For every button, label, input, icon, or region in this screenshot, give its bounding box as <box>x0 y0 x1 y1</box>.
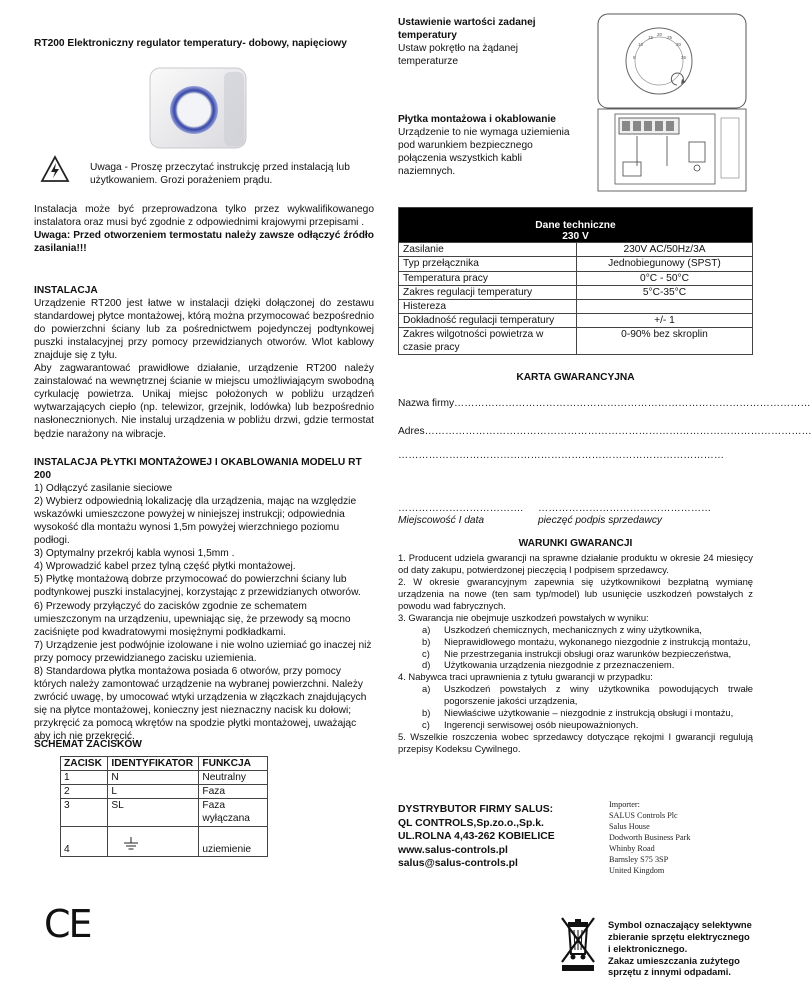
dial-label: 35 <box>681 55 687 60</box>
address-field-2: …………………………………………………………………………………… <box>398 450 724 461</box>
condition-subitem: Uszkodzeń chemicznych, mechanicznych z winy użytkownika, <box>444 623 702 635</box>
table-header: FUNKCJA <box>199 757 268 771</box>
table-cell: 3 <box>61 799 108 827</box>
place-date-label: Miejscowość I data <box>398 515 485 526</box>
table-cell: SL <box>108 799 199 827</box>
schemat-title: SCHEMAT ZACISKÓW <box>34 739 142 750</box>
table-cell: Neutralny <box>199 771 268 785</box>
table-cell: Faza <box>199 785 268 799</box>
dial-label: 10 <box>638 42 644 47</box>
condition-letter: d) <box>422 659 431 671</box>
table-row <box>399 313 753 327</box>
importer-line: Salus House <box>609 822 650 832</box>
mount-step: 1) Odłączyć zasilanie sieciowe <box>34 483 173 495</box>
weee-line: sprzętu z innymi odpadami. <box>608 966 731 978</box>
table-cell: Dokładność regulacji temperatury <box>399 313 577 327</box>
table-cell: uziemienie <box>199 827 268 857</box>
table-cell <box>108 827 199 857</box>
condition-item: 2. W okresie gwarancyjnym zapewnia się użytkownikowi bezpłatną wymianę urządzenia na nowe (ten sam typ/model) lub usunięcie uszkodzeń powstałych z powodu wad fabrycznych. <box>398 575 753 611</box>
dial-label: 20 <box>657 32 663 37</box>
importer-line: Dodworth Business Park <box>609 833 691 843</box>
table-cell: N <box>108 771 199 785</box>
dial-label: 5 <box>633 55 636 60</box>
install-text: Urządzenie RT200 jest łatwe w instalacji dzięki dołączonej do zestawu standardowej płytce montażowej, którą można przymocować bezpośrednio do powierzchni ściany lub za pośrednictwem pojedynczej podtynkowej puszki instalacyjnej przy pomocy przewidzianych otworów. Wlot kablowy znajduje się z tyłu. <box>34 298 374 362</box>
table-cell: 1 <box>61 771 108 785</box>
condition-subitem: Uszkodzeń powstałych z winy użytkownika powodujących trwałe pogorszenie jakości urządzenia, <box>444 683 753 707</box>
table-row <box>399 257 753 271</box>
weee-line: zbieranie sprzętu elektrycznego <box>608 930 750 942</box>
table-row <box>61 785 268 799</box>
address-field: Adres…………………………………………………………………………………………………… <box>398 426 812 437</box>
table-cell: L <box>108 785 199 799</box>
table-row <box>61 771 268 785</box>
importer-line: Whinby Road <box>609 844 655 854</box>
distributor-website-link[interactable]: www.salus-controls.pl <box>398 844 508 856</box>
ground-icon <box>111 836 195 852</box>
table-cell: 230V AC/50Hz/3A <box>577 243 753 257</box>
company-name-field: Nazwa firmy…………………………………………………………………………………………… <box>398 398 811 409</box>
warranty-title: KARTA GWARANCYJNA <box>516 372 635 383</box>
setting-title: Ustawienie wartości zadanej temperatury <box>398 17 536 42</box>
table-cell <box>577 299 753 313</box>
tech-subtitle: 230 V <box>562 231 589 243</box>
mount-title: INSTALACJA PŁYTKI MONTAŻOWEJ I OKABLOWANIA MODELU RT 200 <box>34 457 362 482</box>
table-row <box>399 243 753 257</box>
mount-step: 5) Płytkę montażową dobrze przymocować do powierzchni ściany lub podtynkowej puszki instalacyjnej, korzystając z przewidzianych otworów. <box>34 574 361 599</box>
dial-label: 25 <box>667 35 673 40</box>
install-text-2: Aby zagwarantować prawidłowe działanie, urządzenie RT200 należy zainstalować na wewnętrznej ścianie w miejscu umożliwiającym swobodną cyrkulację powietrza. Unikaj miejsc położonych w pobliżu urządzeń wytwarzających ciepło (np. telewizor, grzejnik, lodówka) lub bezpośrednio nasłonecznionych. Nie instaluj urządzenia w pobliżu drzwi, gdzie termostat będzie narażony na wibracje. <box>34 363 374 440</box>
table-cell: 4 <box>61 827 108 857</box>
importer-line: Importer: <box>609 800 640 809</box>
condition-subitem: Niewłaściwe użytkowanie – niezgodnie z instrukcją obsługi i montażu, <box>444 707 734 719</box>
table-cell: 0°C - 50°C <box>577 271 753 285</box>
condition-subitem: Nie przestrzegania instrukcji obsługi oraz warunków bezpieczeństwa, <box>444 647 732 659</box>
warning-text: Uwaga - Proszę przeczytać instrukcję przed instalacją lub użytkowaniem. Grozi porażeniem prądu. <box>90 162 350 187</box>
weee-line: i elektronicznego. <box>608 942 688 954</box>
mount-step: 3) Optymalny przekrój kabla wynosi 1,5mm . <box>34 548 235 560</box>
mount-step: 8) Standardowa płytka montażowa posiada 6 otworów, przy pomocy których należy zamontować urządzenie na wybranej powierzchni. Należy zwrócić uwagę, by umocować wtyki urządzenia w złączkach znajdujących się na płytce montażowej, konieczny jest nieznaczny nacisk ku dołowi; przykręcić za pomocą wkrętów na spodzie płytki montażowej, uważając aby ich nie przekręcić. <box>34 665 367 742</box>
stamp-label: pieczęć podpis sprzedawcy <box>538 515 663 526</box>
intro-text: Instalacja może być przeprowadzona tylko przez wykwalifikowanego instalatora oraz musi być zgodnie z odpowiednimi krajowymi przepisami . <box>34 204 374 229</box>
mount-step: 4) Wprowadzić kabel przez tylną część płytki montażowej. <box>34 561 296 573</box>
condition-item: 5. Wszelkie roszczenia wobec sprzedawcy dotyczące rękojmi I gwarancji regulują przepisy Kodeksu Cywilnego. <box>398 731 753 754</box>
table-cell: Zakres wilgotności powietrza w czasie pracy <box>399 327 577 354</box>
terminal-table <box>60 756 268 857</box>
table-cell: 0-90% bez skroplin <box>577 327 753 354</box>
table-row <box>61 799 268 827</box>
table-cell: Zakres regulacji temperatury <box>399 285 577 299</box>
electric-warning-icon <box>40 155 70 183</box>
condition-item: 1. Producent udziela gwarancji na sprawne działanie produktu w okresie 24 miesięcy od daty zakupu, potwierdzonej pieczęcią I podpisem sprzedawcy. <box>398 552 753 575</box>
table-row <box>399 285 753 299</box>
table-row <box>399 271 753 285</box>
table-row <box>399 327 753 354</box>
distributor-line: DYSTRYBUTOR FIRMY SALUS: <box>398 804 554 815</box>
thermostat-image <box>146 64 250 154</box>
dial-label: 15 <box>648 35 654 40</box>
table-cell: +/- 1 <box>577 313 753 327</box>
condition-item: 3. Gwarancja nie obejmuje uszkodzeń powstałych w wyniku: <box>398 611 649 623</box>
condition-letter: c) <box>422 719 430 731</box>
table-cell: 5°C-35°C <box>577 285 753 299</box>
stamp-dots: …………………………………………… <box>538 503 712 514</box>
mount-step: 7) Urządzenie jest podwójnie izolowane i nie wolno uziemiać go inaczej niż przy pomocy przewidzianego zacisku uziemienia. <box>34 639 372 664</box>
distributor-line: QL CONTROLS,Sp.zo.o.,Sp.k. <box>398 817 544 829</box>
table-row <box>61 827 268 857</box>
importer-line: Barnsley S75 3SP <box>609 855 669 865</box>
page-title: RT200 Elektroniczny regulator temperatury- dobowy, napięciowy <box>34 38 347 49</box>
tech-data-table <box>398 207 753 355</box>
plate-text: Urządzenie to nie wymaga uziemienia pod warunkiem bezpiecznego połączenia wszystkich kabli naziemnych. <box>398 127 570 178</box>
importer-line: SALUS Controls Plc <box>609 811 678 821</box>
condition-letter: b) <box>422 707 431 719</box>
install-title: INSTALACJA <box>34 285 98 296</box>
condition-letter: a) <box>422 683 431 695</box>
condition-item: 4. Nabywca traci uprawnienia z tytułu gwarancji w przypadku: <box>398 671 653 683</box>
dial-label: 30 <box>676 42 682 47</box>
tech-title: Dane techniczne <box>535 220 616 231</box>
distributor-line: UL.ROLNA 4,43-262 KOBIELICE <box>398 831 555 843</box>
condition-subitem: Ingerencji serwisowej osób nieupoważnionych. <box>444 719 639 731</box>
table-cell: Zasilanie <box>399 243 577 257</box>
mounting-plate-diagram <box>597 108 747 192</box>
table-cell: Typ przełącznika <box>399 257 577 271</box>
table-header: IDENTYFIKATOR <box>108 757 199 771</box>
mount-step: 2) Wybierz odpowiednią lokalizację dla urządzenia, mając na względzie wskazówki umieszczone powyżej w niniejszej instrukcji; odpowiednia wysokość dla montażu wynosi 1,5m powyżej wierzchniego poziomu podłogi. <box>34 496 357 547</box>
condition-letter: a) <box>422 623 431 635</box>
setting-text: Ustaw pokrętło na żądanej temperaturze <box>398 43 519 68</box>
table-row <box>399 299 753 313</box>
table-cell: Faza wyłączana <box>199 799 268 827</box>
weee-line: Symbol oznaczający selektywne <box>608 919 752 930</box>
table-cell: Jednobiegunowy (SPST) <box>577 257 753 271</box>
mount-step: 6) Przewody przyłączyć do zacisków zgodnie ze schematem umieszczonym na urządzeniu, upewniając się, że przewody są mocno zaciśnięte pod kwadratowymi mosiężnymi podkładkami. <box>34 600 351 638</box>
condition-subitem: Nieprawidłowego montażu, wykonanego niezgodnie z instrukcją montażu, <box>444 635 751 647</box>
distributor-email-link[interactable]: salus@salus-controls.pl <box>398 858 518 870</box>
ce-mark-icon: CE <box>44 902 91 946</box>
table-cell: Histereza <box>399 299 577 313</box>
weee-line: Zakaz umieszczania zużytego <box>608 954 740 966</box>
conditions-title: WARUNKI GWARANCJI <box>518 538 633 549</box>
condition-letter: c) <box>422 647 430 659</box>
condition-letter: b) <box>422 635 431 647</box>
condition-subitem: Użytkowania urządzenia niezgodnie z przeznaczeniem. <box>444 659 675 671</box>
table-cell: 2 <box>61 785 108 799</box>
place-date-dots: ………………………………. <box>398 503 524 514</box>
table-cell: Temperatura pracy <box>399 271 577 285</box>
weee-bin-icon <box>558 916 598 972</box>
table-header: ZACISK <box>61 757 108 771</box>
plate-title: Płytka montażowa i okablowanie <box>398 114 556 125</box>
power-warning: Uwaga: Przed otworzeniem termostatu należy zawsze odłączyć źródło zasilania!!! <box>34 230 374 255</box>
importer-line: United Kingdom <box>609 866 665 876</box>
dial-diagram <box>597 13 747 109</box>
